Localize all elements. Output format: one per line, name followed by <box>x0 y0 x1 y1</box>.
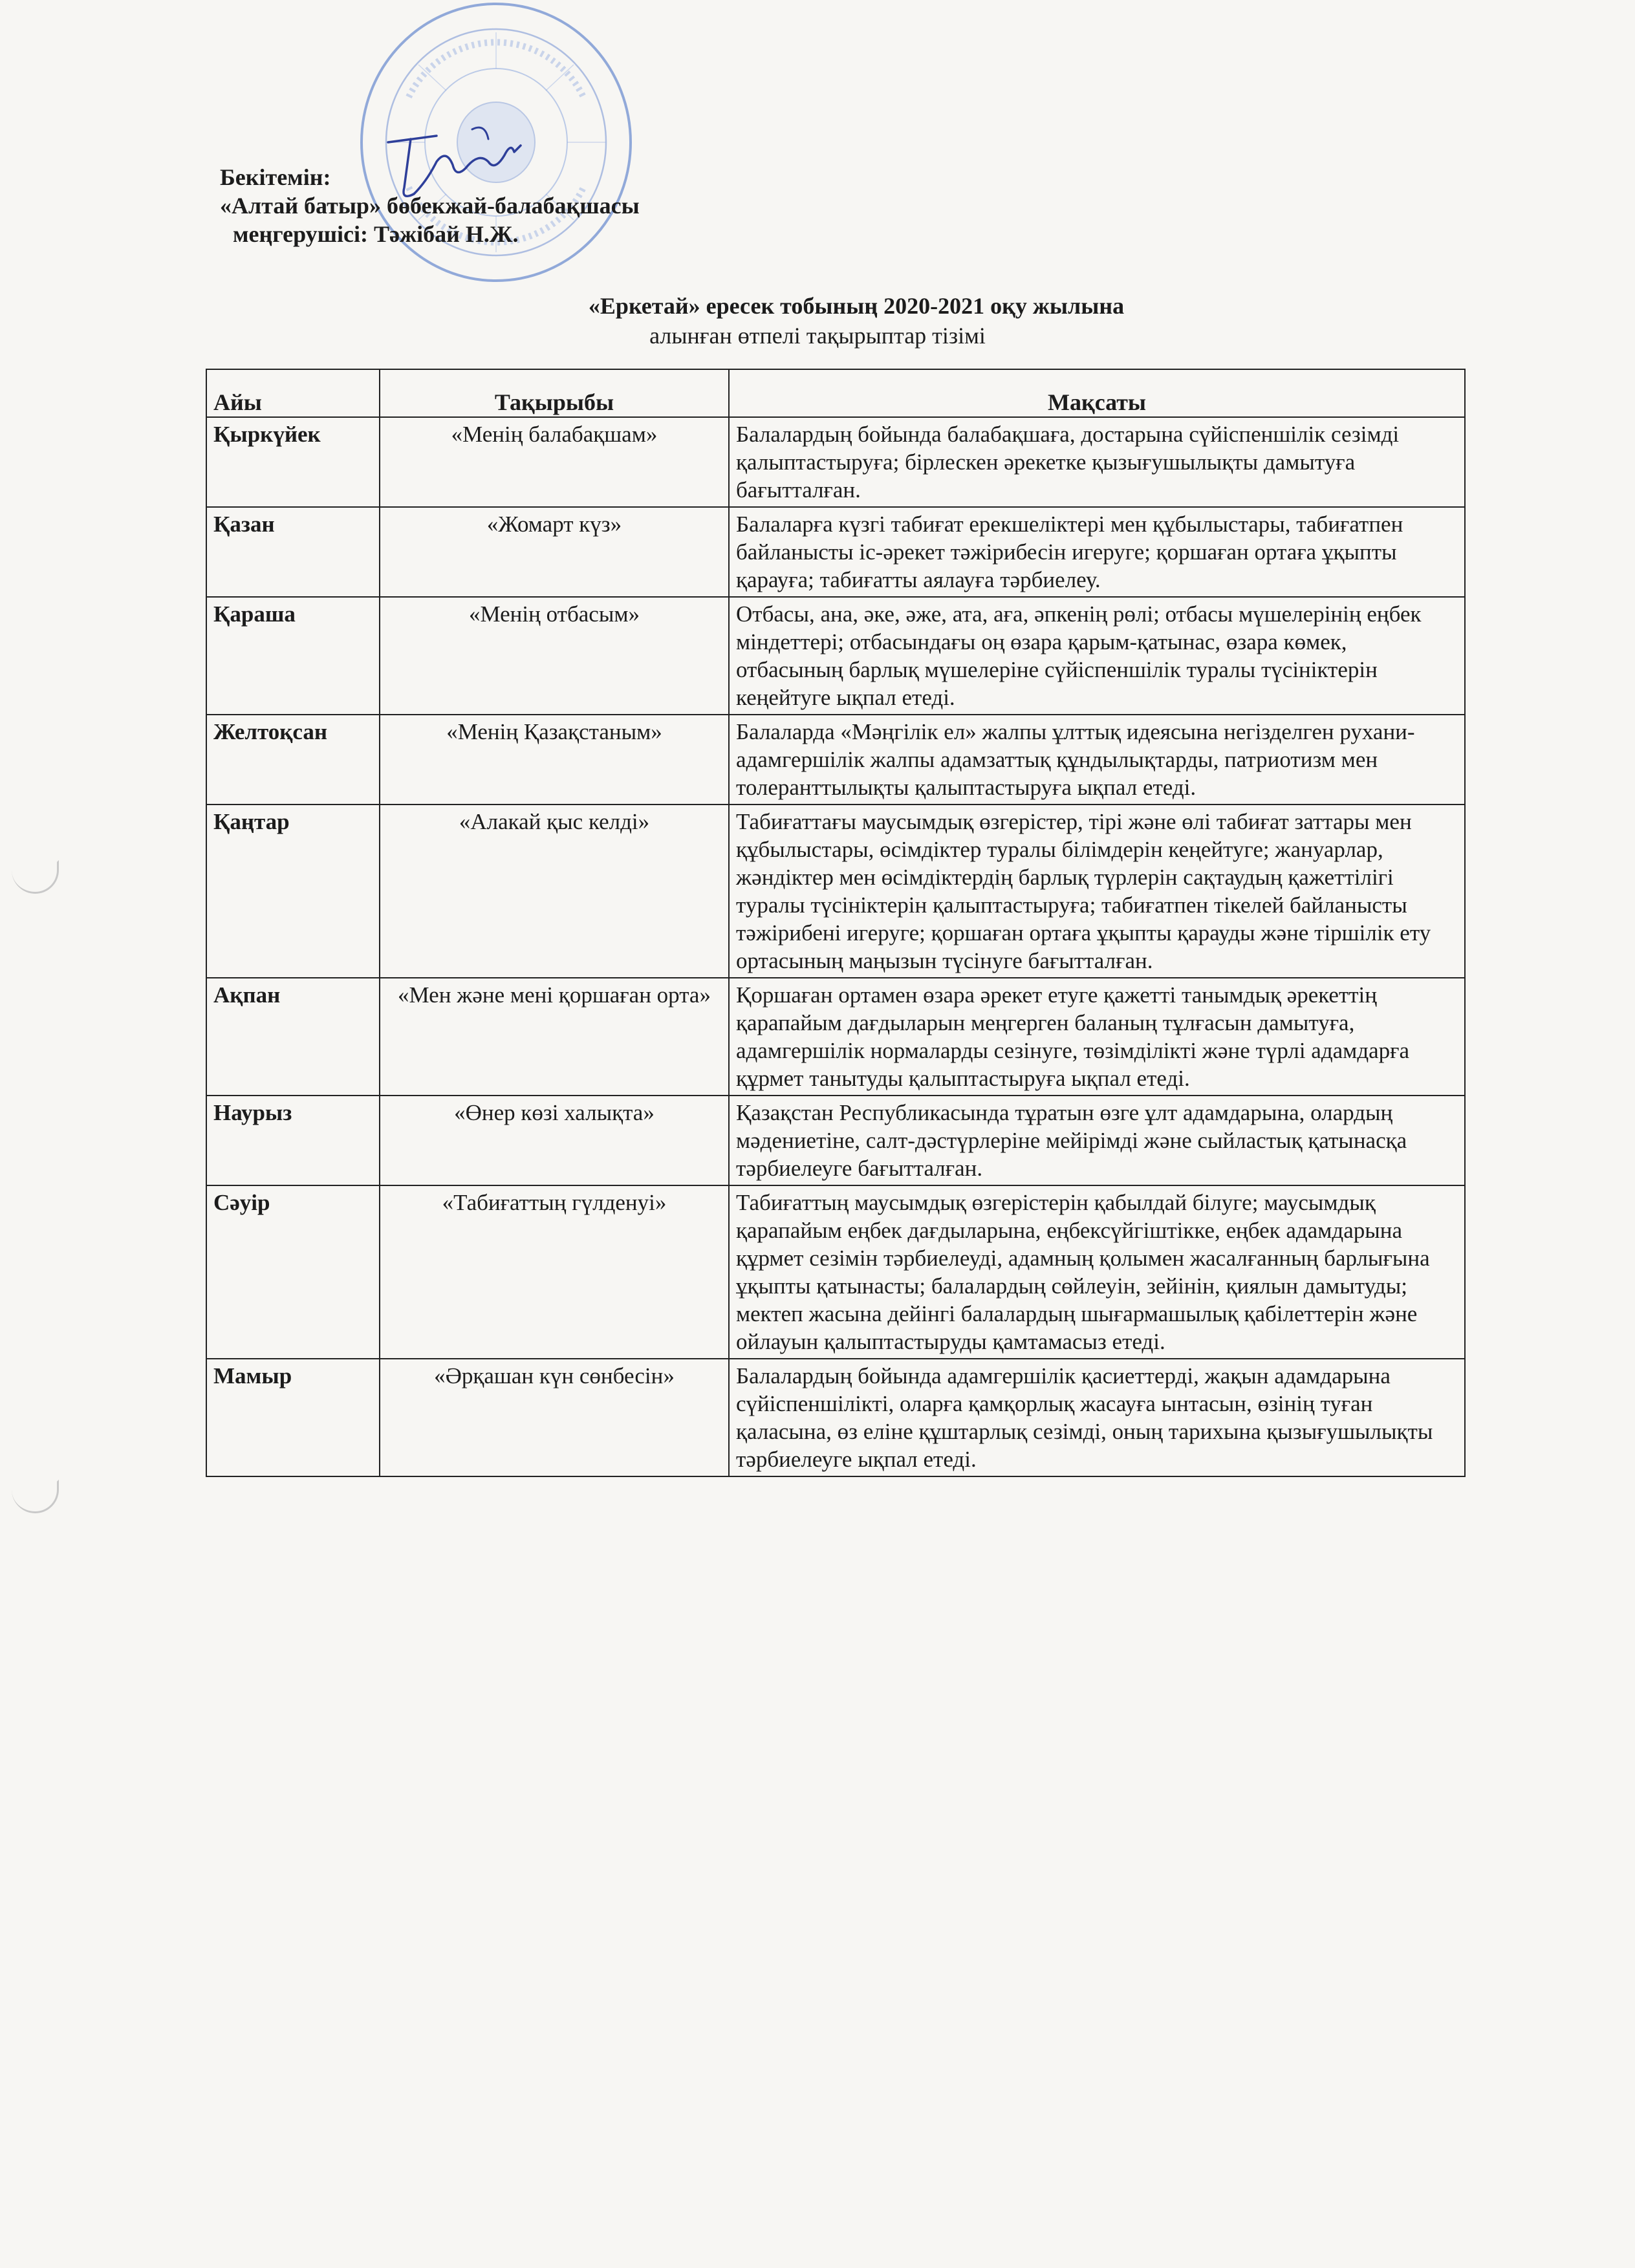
table-row <box>206 1185 1465 1359</box>
cell-goal: Табиғаттың маусымдық өзгерістерін қабылдай білуге; маусымдық қарапайым еңбек дағдыларына, еңбексүйгіштікке, еңбек адамдарына құрмет сезімін тәрбиелеуді, адамның қолымен жасалғанның барлығына ұқыпты қатынасты; балалардың сөйлеуін, зейінін, қиялын дамытуды; мектеп жасына дейінгі балалардың шығармашылық қабілеттерін және ойлауын қалыптастыруды қамтамасыз етеді. <box>729 1185 1465 1359</box>
topics-table <box>206 369 1466 1477</box>
cell-goal: Балалардың бойында адамгершілік қасиеттерді, жақын адамдарына сүйіспеншілікті, оларға қамқорлық жасауға ынтасын, өзінің туған қаласына, өз еліне құштарлық сезімді, оның тарихына қызығушылықты тәрбиелеуге ықпал етеді. <box>729 1359 1465 1476</box>
table-row <box>206 417 1465 507</box>
cell-goal: Балаларда «Мәңгілік ел» жалпы ұлттық идеясына негізделген рухани- адамгершілік жалпы адамзаттық құндылықтарды, патриотизм мен толеранттылықты қалыптастыруға ықпал етеді. <box>729 715 1465 805</box>
approval-label: Бекітемін: <box>220 164 331 190</box>
cell-month: Қазан <box>206 507 380 597</box>
cell-topic: «Менің балабақшам» <box>380 417 729 507</box>
cell-month: Қаңтар <box>206 805 380 978</box>
table-row <box>206 597 1465 715</box>
title-line-1: «Еркетай» ересек тобының 2020-2021 оқу жылына <box>588 293 1125 319</box>
approval-head: меңгерушісі: Тәжібай Н.Ж. <box>233 221 519 247</box>
cell-topic: «Әрқашан күн сөнбесін» <box>380 1359 729 1476</box>
cell-topic: «Менің Қазақстаным» <box>380 715 729 805</box>
cell-topic: «Жомарт күз» <box>380 507 729 597</box>
cell-topic: «Мен және мені қоршаған орта» <box>380 978 729 1096</box>
cell-month: Сәуір <box>206 1185 380 1359</box>
cell-goal: Қазақстан Республикасында тұратын өзге ұлт адамдарына, олардың мәдениетіне, салт-дәстүрлеріне мейірімді және сыйластық қатынасқа тәрбиелеуге бағытталған. <box>729 1096 1465 1185</box>
header-goal: Мақсаты <box>729 369 1465 417</box>
cell-month: Мамыр <box>206 1359 380 1476</box>
cell-month: Наурыз <box>206 1096 380 1185</box>
punch-hole <box>12 860 59 894</box>
header-topic: Тақырыбы <box>380 369 729 417</box>
cell-topic: «Менің отбасым» <box>380 597 729 715</box>
table-header-row <box>206 369 1465 417</box>
cell-goal: Отбасы, ана, әке, әже, ата, аға, әпкенің рөлі; отбасы мүшелерінің еңбек міндеттері; отбасындағы оң өзара қарым-қатынас, өзара көмек, отбасының барлық мүшелеріне сүйіспеншілік туралы түсініктерін кеңейтуге ықпал етеді. <box>729 597 1465 715</box>
table-row <box>206 1359 1465 1476</box>
table-row <box>206 805 1465 978</box>
cell-topic: «Табиғаттың гүлденуі» <box>380 1185 729 1359</box>
punch-hole <box>12 1480 59 1513</box>
cell-month: Ақпан <box>206 978 380 1096</box>
cell-month: Қыркүйек <box>206 417 380 507</box>
table-row <box>206 507 1465 597</box>
cell-topic: «Алакай қыс келді» <box>380 805 729 978</box>
title-line-2: алынған өтпелі тақырыптар тізімі <box>649 323 986 349</box>
document-title <box>0 291 1635 351</box>
approval-organization: «Алтай батыр» бөбекжай-балабақшасы <box>220 193 640 219</box>
cell-goal: Қоршаған ортамен өзара әрекет етуге қажетті танымдық әрекеттің қарапайым дағдыларын меңгерген баланың тұлғасын дамытуға, адамгершілік нормаларды сезінуге, төзімділікті және түрлі адамдарға құрмет танытуды қалыптастыруға ықпал етеді. <box>729 978 1465 1096</box>
header-month: Айы <box>206 369 380 417</box>
approval-block <box>220 163 640 248</box>
cell-month: Желтоқсан <box>206 715 380 805</box>
cell-goal: Табиғаттағы маусымдық өзгерістер, тірі және өлі табиғат заттары мен құбылыстары, өсімдіктер туралы білімдерін кеңейтуге; жануарлар, жәндіктер мен өсімдіктердің барлық түрлерін сақтаудың қажеттілігі туралы түсініктерін қалыптастыруға; табиғатпен тікелей байланысты тәжірибені игеруге; қоршаған ортаға ұқыпты қарауды және тіршілік ету ортасының маңызын түсінуге бағытталған. <box>729 805 1465 978</box>
table-row <box>206 1096 1465 1185</box>
cell-goal: Балалардың бойында балабақшаға, достарына сүйіспеншілік сезімді қалыптастыруға; бірлескен әрекетке қызығушылықты дамытуға бағытталған. <box>729 417 1465 507</box>
cell-topic: «Өнер көзі халықта» <box>380 1096 729 1185</box>
cell-month: Қараша <box>206 597 380 715</box>
cell-goal: Балаларға күзгі табиғат ерекшеліктері мен құбылыстары, табиғатпен байланысты іс-әрекет тәжірибесін игеруге; қоршаған ортаға ұқыпты қарауға; табиғатты аялауға тәрбиелеу. <box>729 507 1465 597</box>
table-row <box>206 715 1465 805</box>
table-row <box>206 978 1465 1096</box>
